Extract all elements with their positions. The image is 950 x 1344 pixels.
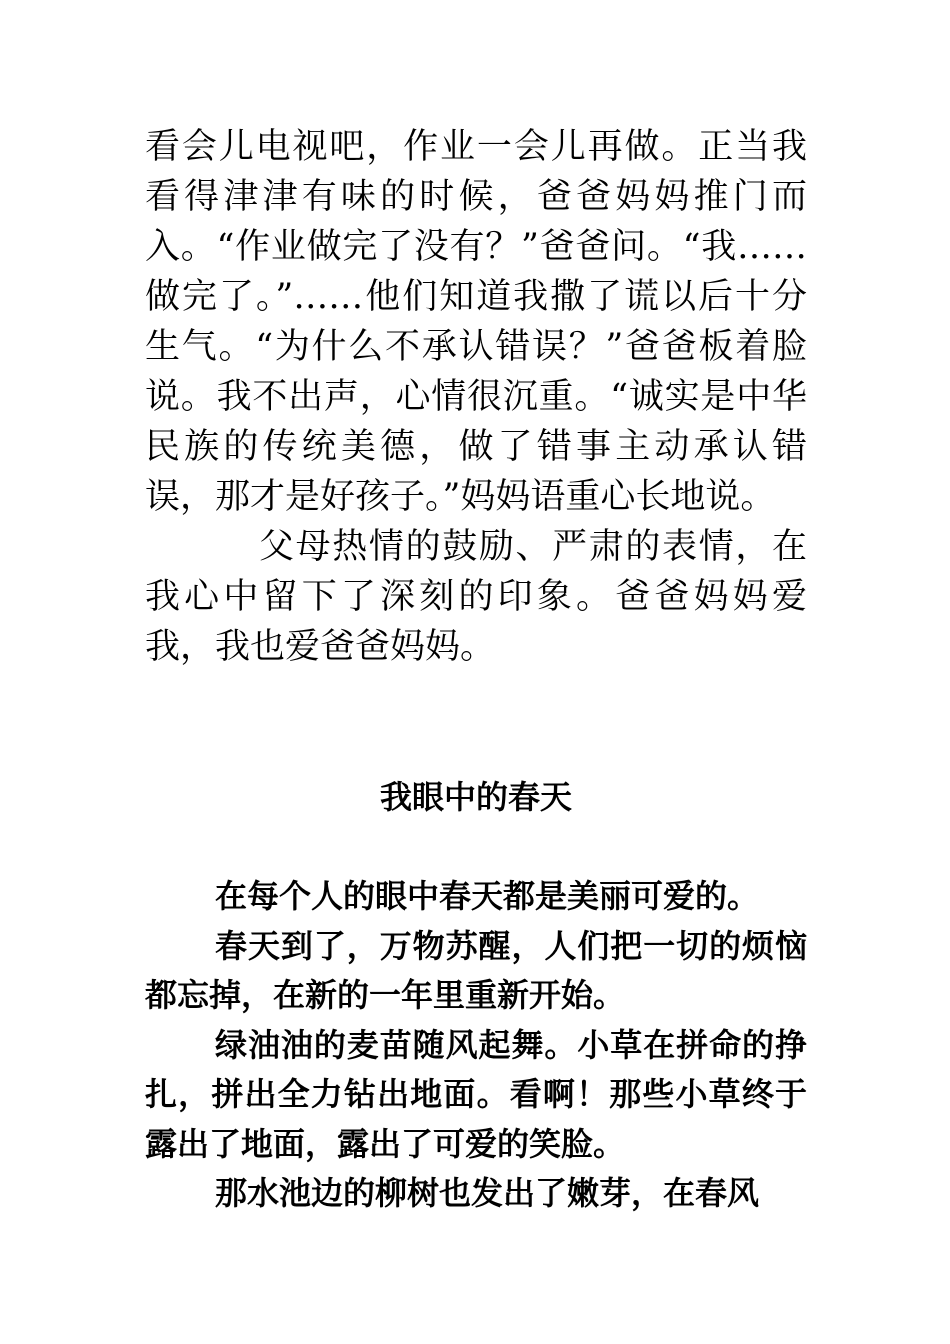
story-text (145, 122, 807, 672)
essay-paragraph: 在每个人的眼中春天都是美丽可爱的。 (215, 877, 760, 915)
story-paragraph: 看会儿电视吧，作业一会儿再做。正当我看得津津有味的时候，爸爸妈妈推门而入。“作业做完了没有？”爸爸问。“我……做完了。”……他们知道我撒了谎以后十分生气。“为什么不承认错误？”爸爸板着脸说。我不出声，心情很沉重。“诚实是中华民族的传统美德，做了错事主动承认错误，那才是好孩子。”妈妈语重心长地说。 (145, 127, 807, 517)
essay-paragraph: 春天到了，万物苏醒，人们把一切的烦恼都忘掉，在新的一年里重新开始。 (145, 926, 807, 1014)
essay-paragraph: 绿油油的麦苗随风起舞。小草在拼命的挣扎，拼出全力钻出地面。看啊！那些小草终于露出了地面，露出了可爱的笑脸。 (145, 1025, 807, 1163)
essay-body (145, 872, 807, 1219)
essay-paragraph: 那水池边的柳树也发出了嫩芽，在春风 (215, 1174, 760, 1212)
essay-title: 我眼中的春天 (379, 778, 572, 816)
story-paragraph: 父母热情的鼓励、严肃的表情，在我心中留下了深刻的印象。爸爸妈妈爱我，我也爱爸爸妈妈。 (145, 527, 807, 667)
